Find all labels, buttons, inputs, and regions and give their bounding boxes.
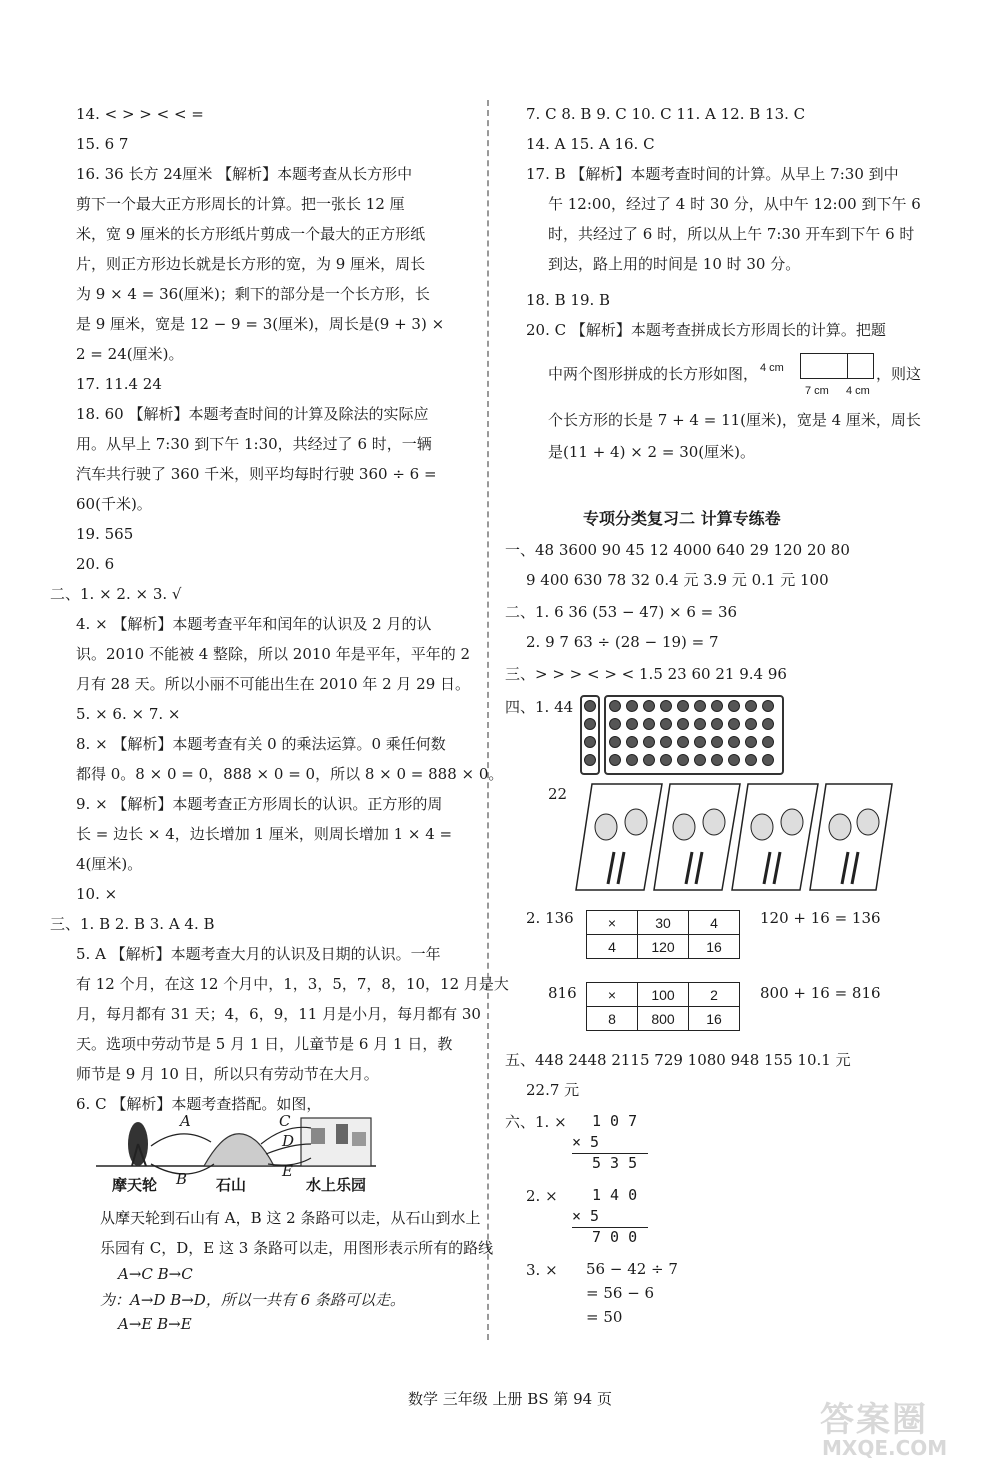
section-2-q8-line: 8. × 【解析】本题考查有关 0 的乘法运算。0 乘任何数: [76, 735, 446, 753]
calc-section-6-q1: 六、1. ×: [505, 1113, 567, 1131]
calc-section-6-q2: 2. ×: [526, 1187, 558, 1205]
section-2-q4-line: 识。2010 不能被 4 整除，所以 2010 年是平年，平年的 2: [76, 645, 471, 663]
table-cell: ×: [587, 911, 638, 935]
vertical-calc-line: 1 0 7: [592, 1112, 638, 1130]
section-2-q9-line: 9. × 【解析】本题考查正方形周长的认识。正方形的周: [76, 795, 443, 813]
combined-rectangle: [800, 353, 874, 379]
ferris-wheel-label: 摩天轮: [112, 1176, 158, 1194]
table-1-equation: 120 + 16 = 136: [760, 909, 881, 927]
answer-19: 19. 565: [76, 525, 134, 543]
answers-14-16: 14. A 15. A 16. C: [526, 135, 655, 153]
answer-20-line: 中两个图形拼成的长方形如图，: [548, 365, 759, 383]
answer-17: 17. 11.4 24: [76, 375, 162, 393]
calc-section-5-line: 22.7 元: [526, 1081, 580, 1099]
answer-16-line: 为 9 × 4 = 36(厘米)；剩下的部分是一个长方形，长: [76, 285, 430, 303]
path-label-c: C: [279, 1112, 291, 1130]
table-cell: 2: [689, 983, 740, 1007]
rect-right-label: 4 cm: [846, 385, 870, 397]
answer-17-line: 到达，路上用的时间是 10 时 30 分。: [548, 255, 801, 273]
answer-18-line: 18. 60 【解析】本题考查时间的计算及除法的实际应: [76, 405, 429, 423]
step-calc-line: = 56 − 6: [586, 1284, 655, 1302]
table-cell: 30: [638, 911, 689, 935]
column-divider: [487, 100, 489, 1340]
vertical-calc-line: 5 3 5: [592, 1154, 638, 1172]
table-cell: 16: [689, 1007, 740, 1031]
answer-14: 14. < > > < < =: [76, 105, 204, 123]
step-calc-line: = 50: [586, 1308, 623, 1326]
section-3-q5-line: 天。选项中劳动节是 5 月 1 日，儿童节是 6 月 1 日，教: [76, 1035, 453, 1053]
vertical-calc-line: × 5: [572, 1133, 600, 1151]
answers-18-19: 18. B 19. B: [526, 291, 611, 309]
route-line: 为：A→D B→D，所以一共有 6 条路可以走。: [100, 1291, 405, 1309]
section-3-q5-line: 师节是 9 月 10 日，所以只有劳动节在大月。: [76, 1065, 379, 1083]
water-park-label: 水上乐园: [306, 1176, 367, 1194]
table-cell: ×: [587, 983, 638, 1007]
section-2-q4-line: 4. × 【解析】本题考查平年和闰年的认识及 2 月的认: [76, 615, 432, 633]
vertical-calc-line: × 5: [572, 1207, 600, 1225]
vertical-calc-line: 1 4 0: [592, 1186, 638, 1204]
section-2-q8-line: 都得 0。8 × 0 = 0，888 × 0 = 0，所以 8 × 0 = 888 × 0。: [76, 765, 504, 783]
answer-18-line: 60(千米)。: [76, 495, 152, 513]
rect-left-label: 7 cm: [805, 385, 829, 397]
section-2-q10: 10. ×: [76, 885, 118, 903]
table-cell: 8: [587, 1007, 638, 1031]
answer-15: 15. 6 7: [76, 135, 129, 153]
table-cell: 4: [689, 911, 740, 935]
calc-section-3: 三、> > > < > < 1.5 23 60 21 9.4 96: [505, 665, 787, 683]
answer-20-line: ，则这: [876, 365, 922, 383]
answer-17-line: 午 12:00，经过了 4 时 30 分，从中午 12:00 到下午 6: [548, 195, 921, 213]
table-cell: 16: [689, 935, 740, 959]
watermark-logo: 答案圈: [820, 1400, 928, 1440]
table-cell: 4: [587, 935, 638, 959]
multiplication-table-2: [586, 982, 740, 1031]
vertical-calc-line: 7 0 0: [592, 1228, 638, 1246]
section-2-q4-line: 月有 28 天。所以小丽不可能出生在 2010 年 2 月 29 日。: [76, 675, 471, 693]
section-3-q5-line: 5. A 【解析】本题考查大月的认识及日期的认识。一年: [76, 945, 441, 963]
answer-17-line: 17. B 【解析】本题考查时间的计算。从早上 7:30 到中: [526, 165, 899, 183]
section-2-answers: 二、1. × 2. × 3. √: [50, 585, 182, 603]
answer-16-line: 是 9 厘米，宽是 12 − 9 = 3(厘米)，周长是(9 + 3) ×: [76, 315, 445, 333]
dot: [584, 718, 596, 730]
dot: [584, 736, 596, 748]
section-2-q5-7: 5. × 6. × 7. ×: [76, 705, 181, 723]
calc-section-2-line: 2. 9 7 63 ÷ (28 − 19) = 7: [526, 633, 719, 651]
answer-16-line: 2 = 24(厘米)。: [76, 345, 184, 363]
section-2-q9-line: 4(厘米)。: [76, 855, 143, 873]
dot: [584, 754, 596, 766]
answer-16-line: 剪下一个最大正方形周长的计算。把一张长 12 厘: [76, 195, 405, 213]
path-label-b: B: [176, 1170, 188, 1188]
dot-grid: [608, 700, 783, 770]
watermark-url: MXQE.COM: [822, 1436, 948, 1460]
route-line: A→E B→E: [118, 1315, 192, 1333]
table-cell: 100: [638, 983, 689, 1007]
section-3-q6-line: 从摩天轮到石山有 A，B 这 2 条路可以走，从石山到水上: [100, 1209, 481, 1227]
section-3-q6: 6. C 【解析】本题考查搭配。如图，: [76, 1095, 322, 1113]
rect-side-label: 4 cm: [760, 362, 784, 374]
answer-20-line: 个长方形的长是 7 + 4 = 11(厘米)，宽是 4 厘米，周长: [548, 411, 921, 429]
section-3-q5-line: 有 12 个月，在这 12 个月中，1，3，5，7，8，10，12 月是大: [76, 975, 509, 993]
answer-20-line: 20. C 【解析】本题考查拼成长方形周长的计算。把题: [526, 321, 886, 339]
table-2-equation: 800 + 16 = 816: [760, 984, 881, 1002]
multiplication-table-1: [586, 910, 740, 959]
answer-20-line: 是(11 + 4) × 2 = 30(厘米)。: [548, 443, 755, 461]
calc-section-4-22: 22: [548, 785, 568, 803]
answer-20: 20. 6: [76, 555, 115, 573]
calc-section-4-q2a: 2. 136: [526, 909, 574, 927]
answer-16-line: 片，则正方形边长就是长方形的宽，为 9 厘米，周长: [76, 255, 426, 273]
calc-section-1-line: 9 400 630 78 32 0.4 元 3.9 元 0.1 元 100: [526, 571, 829, 589]
calc-section-6-q3: 3. ×: [526, 1261, 558, 1279]
path-label-a: A: [180, 1112, 191, 1130]
section-3-answers: 三、1. B 2. B 3. A 4. B: [50, 915, 215, 933]
calc-section-4-q1: 四、1. 44: [505, 698, 574, 716]
section-title: 专项分类复习二 计算专练卷: [583, 509, 781, 528]
answer-16-line: 米，宽 9 厘米的长方形纸片剪成一个最大的正方形纸: [76, 225, 426, 243]
answer-17-line: 时，共经过了 6 时，所以从上午 7:30 开车到下午 6 时: [548, 225, 915, 243]
dot: [584, 700, 596, 712]
calc-section-2-line: 二、1. 6 36 (53 − 47) × 6 = 36: [505, 603, 738, 621]
answers-7-13: 7. C 8. B 9. C 10. C 11. A 12. B 13. C: [526, 105, 806, 123]
mountain-label: 石山: [216, 1176, 247, 1194]
answer-18-line: 用。从早上 7:30 到下午 1:30，共经过了 6 时，一辆: [76, 435, 432, 453]
page-footer: 数学 三年级 上册 BS 第 94 页: [408, 1390, 612, 1408]
answer-18-line: 汽车共行驶了 360 千米，则平均每时行驶 360 ÷ 6 =: [76, 465, 437, 483]
calc-section-5-line: 五、448 2448 2115 729 1080 948 155 10.1 元: [505, 1051, 851, 1069]
table-cell: 120: [638, 935, 689, 959]
section-3-q5-line: 月，每月都有 31 天；4，6，9，11 月是小月，每月都有 30: [76, 1005, 481, 1023]
mountain-icon: [204, 1134, 274, 1166]
route-line: A→C B→C: [118, 1265, 193, 1283]
stick-bundles: [574, 782, 894, 892]
path-label-d: D: [282, 1132, 295, 1150]
path-label-e: E: [282, 1162, 293, 1180]
section-3-q6-line: 乐园有 C，D，E 这 3 条路可以走，用图形表示所有的路线: [100, 1239, 494, 1257]
section-2-q9-line: 长 = 边长 × 4，边长增加 1 厘米，则周长增加 1 × 4 =: [76, 825, 453, 843]
calc-section-4-q2b: 816: [548, 984, 577, 1002]
step-calc-line: 56 − 42 ÷ 7: [586, 1260, 678, 1278]
answer-16-line: 16. 36 长方 24厘米 【解析】本题考查从长方形中: [76, 165, 413, 183]
calc-section-1-line: 一、48 3600 90 45 12 4000 640 29 120 20 80: [505, 541, 850, 559]
table-cell: 800: [638, 1007, 689, 1031]
